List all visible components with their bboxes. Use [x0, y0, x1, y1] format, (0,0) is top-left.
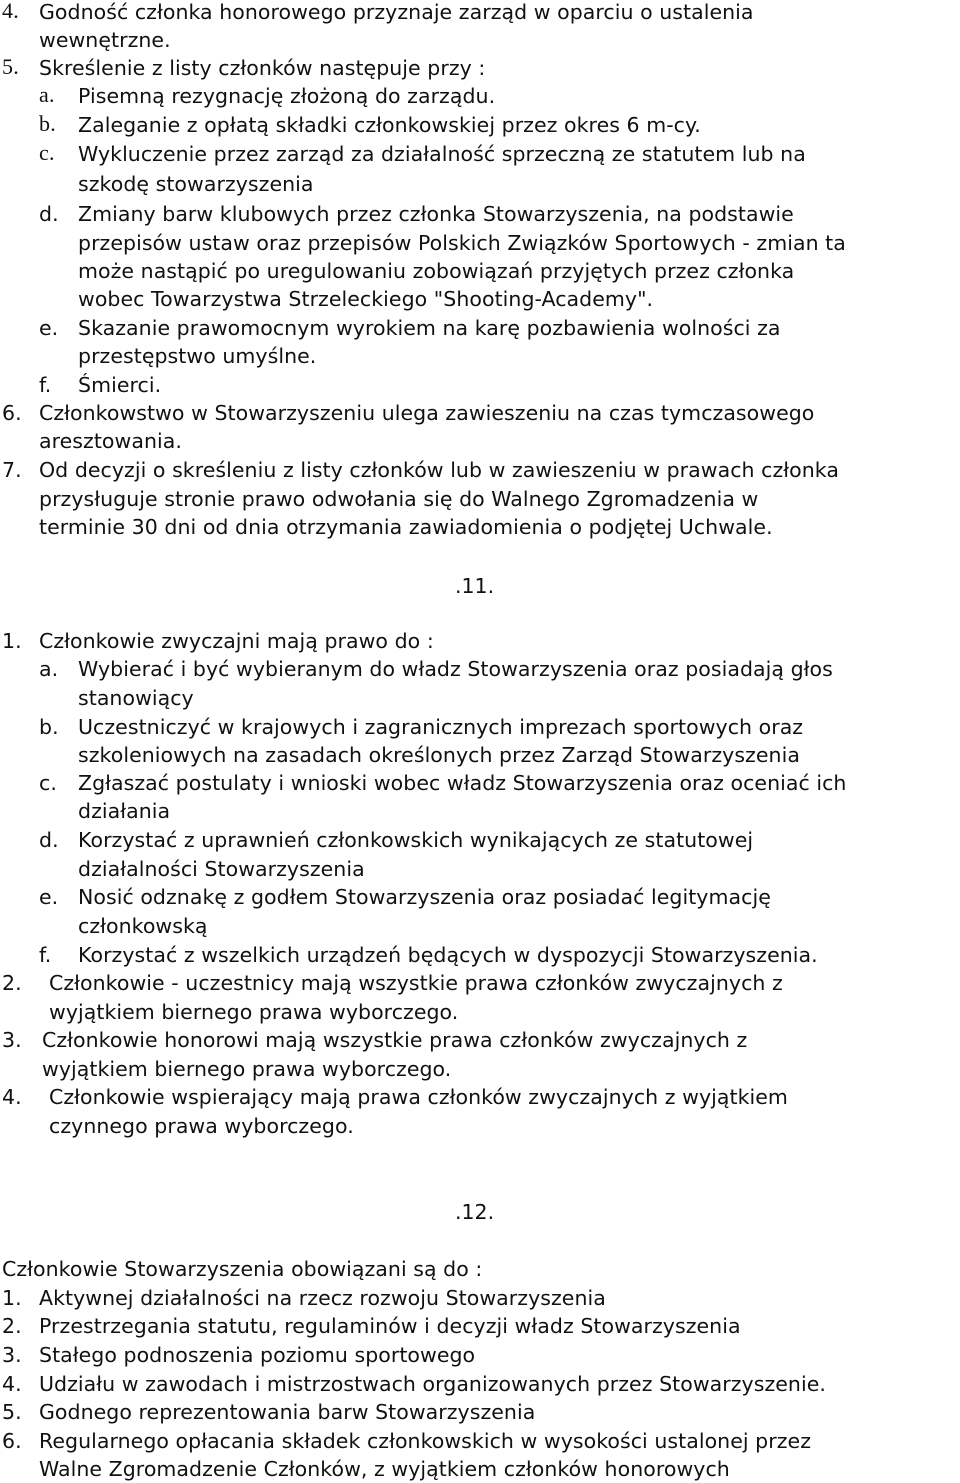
subitem-text: Pisemną rezygnację złożoną do zarządu.: [78, 84, 496, 108]
item-text: wyjątkiem biernego prawa wyborczego.: [49, 1000, 459, 1024]
subitem-marker: e.: [39, 885, 59, 909]
subitem-marker: f.: [39, 943, 52, 967]
subitem-text: szkoleniowych na zasadach określonych przez Zarząd Stowarzyszenia: [78, 743, 800, 767]
subitem-text: Wykluczenie przez zarząd za działalność sprzeczną ze statutem lub na: [78, 142, 806, 166]
item-marker: 1.: [2, 1286, 22, 1310]
subitem-marker: a.: [39, 82, 55, 107]
item-text: Członkowstwo w Stowarzyszeniu ulega zawieszeniu na czas tymczasowego: [39, 401, 815, 425]
subitem-text: wobec Towarzystwa Strzeleckiego "Shooting-Academy".: [78, 287, 654, 311]
item-text: aresztowania.: [39, 429, 182, 453]
subitem-text: Korzystać z uprawnień członkowskich wynikających ze statutowej: [78, 828, 754, 852]
item-text: Godność członka honorowego przyznaje zarząd w oparciu o ustalenia: [39, 0, 754, 24]
item-text: Aktywnej działalności na rzecz rozwoju Stowarzyszenia: [39, 1286, 606, 1310]
item-marker: 5.: [2, 54, 19, 79]
subitem-marker: c.: [39, 140, 55, 165]
item-marker: 1.: [2, 629, 22, 653]
item-text: przysługuje stronie prawo odwołania się do Walnego Zgromadzenia w: [39, 487, 759, 511]
subitem-text: Korzystać z wszelkich urządzeń będących w dyspozycji Stowarzyszenia.: [78, 943, 818, 967]
item-text: Członkowie wspierający mają prawa członków zwyczajnych z wyjątkiem: [49, 1085, 788, 1109]
subitem-marker: f.: [39, 373, 52, 397]
item-marker: 4.: [2, 0, 19, 23]
subitem-text: szkodę stowarzyszenia: [78, 172, 314, 196]
item-marker: 2.: [2, 1314, 22, 1338]
subitem-marker: a.: [39, 657, 59, 681]
subitem-text: członkowską: [78, 914, 208, 938]
item-text: Członkowie zwyczajni mają prawo do :: [39, 629, 434, 653]
item-text: Regularnego opłacania składek członkowskich w wysokości ustalonej przez: [39, 1429, 812, 1453]
item-text: Stałego podnoszenia poziomu sportowego: [39, 1343, 476, 1367]
subitem-text: Uczestniczyć w krajowych i zagranicznych imprezach sportowych oraz: [78, 715, 804, 739]
subitem-text: przestępstwo umyślne.: [78, 344, 317, 368]
item-text: Członkowie honorowi mają wszystkie prawa członków zwyczajnych z: [42, 1028, 748, 1052]
section-heading: .12.: [455, 1200, 495, 1224]
subitem-text: Zmiany barw klubowych przez członka Stowarzyszenia, na podstawie: [78, 202, 794, 226]
item-text: wyjątkiem biernego prawa wyborczego.: [42, 1057, 452, 1081]
subitem-marker: b.: [39, 111, 56, 136]
item-text: Udziału w zawodach i mistrzostwach organizowanych przez Stowarzyszenie.: [39, 1372, 826, 1396]
subitem-marker: d.: [39, 202, 59, 226]
subitem-text: Zgłaszać postulaty i wnioski wobec władz Stowarzyszenia oraz oceniać ich: [78, 771, 847, 795]
subitem-text: może nastąpić po uregulowaniu zobowiązań przyjętych przez członka: [78, 259, 795, 283]
item-text: Skreślenie z listy członków następuje przy :: [39, 56, 486, 80]
item-text: Członkowie - uczestnicy mają wszystkie prawa członków zwyczajnych z: [49, 971, 783, 995]
item-text: Od decyzji o skreśleniu z listy członków lub w zawieszeniu w prawach członka: [39, 458, 839, 482]
subitem-text: Skazanie prawomocnym wyrokiem na karę pozbawienia wolności za: [78, 316, 781, 340]
subitem-text: przepisów ustaw oraz przepisów Polskich Związków Sportowych - zmian ta: [78, 231, 846, 255]
item-marker: 7.: [2, 458, 22, 482]
subitem-text: stanowiący: [78, 686, 194, 710]
item-marker: 4.: [2, 1085, 22, 1109]
item-marker: 5.: [2, 1400, 22, 1424]
item-marker: 3.: [2, 1028, 22, 1052]
item-marker: 6.: [2, 1429, 22, 1453]
subitem-text: Wybierać i być wybieranym do władz Stowarzyszenia oraz posiadają głos: [78, 657, 833, 681]
section-heading: .11.: [455, 574, 495, 598]
item-marker: 4.: [2, 1372, 22, 1396]
item-text: wewnętrzne.: [39, 28, 171, 52]
subitem-text: Zaleganie z opłatą składki członkowskiej przez okres 6 m-cy.: [78, 113, 701, 137]
subitem-marker: e.: [39, 316, 59, 340]
item-marker: 3.: [2, 1343, 22, 1367]
subitem-marker: c.: [39, 771, 57, 795]
item-text: Przestrzegania statutu, regulaminów i decyzji władz Stowarzyszenia: [39, 1314, 741, 1338]
subitem-text: działalności Stowarzyszenia: [78, 857, 365, 881]
subitem-text: Śmierci.: [78, 373, 162, 397]
subitem-marker: d.: [39, 828, 59, 852]
item-text: Walne Zgromadzenie Członków, z wyjątkiem członków honorowych: [39, 1457, 730, 1481]
item-text: czynnego prawa wyborczego.: [49, 1114, 354, 1138]
item-text: terminie 30 dni od dnia otrzymania zawiadomienia o podjętej Uchwale.: [39, 515, 773, 539]
item-marker: 6.: [2, 401, 22, 425]
subitem-text: działania: [78, 799, 171, 823]
item-text: Godnego reprezentowania barw Stowarzyszenia: [39, 1400, 536, 1424]
subitem-text: Nosić odznakę z godłem Stowarzyszenia oraz posiadać legitymację: [78, 885, 771, 909]
section-intro: Członkowie Stowarzyszenia obowiązani są do :: [2, 1257, 483, 1281]
item-marker: 2.: [2, 971, 22, 995]
subitem-marker: b.: [39, 715, 59, 739]
